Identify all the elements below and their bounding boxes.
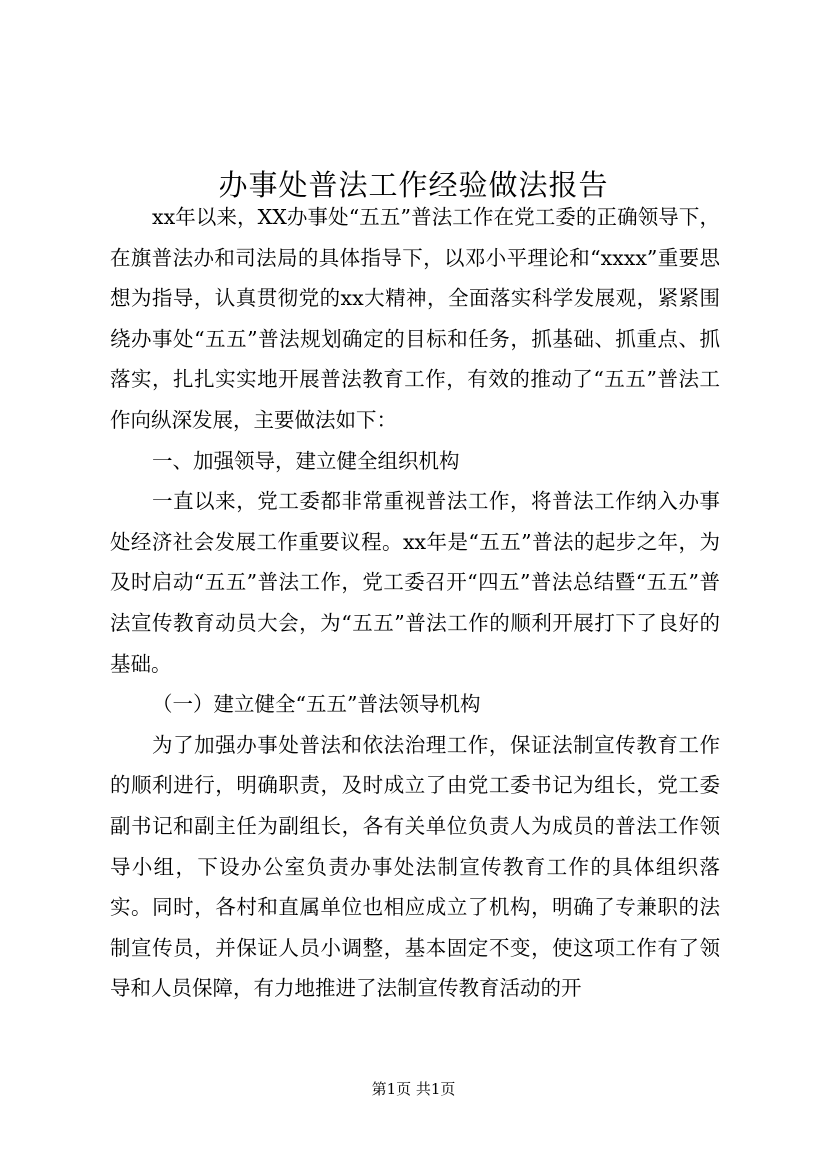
paragraph-section-1: 一直以来，党工委都非常重视普法工作，将普法工作纳入办事处经济社会发展工作重要议程。xx年是“五五”普法的起步之年，为及时启动“五五”普法工作，党工委召开“四五”普法总结暨“五五”普法宣传教育动员大会，为“五五”普法工作的顺利开展打下了良好的基础。 [110, 489, 720, 676]
paragraph-subsection-1: 为了加强办事处普法和依法治理工作，保证法制宣传教育工作的顺利进行，明确职责，及时成立了由党工委书记为组长，党工委副书记和副主任为副组长，各有关单位负责人为成员的普法工作领导小组，下设办公室负责办事处法制宣传教育工作的具体组织落实。同时，各村和直属单位也相应成立了机构，明确了专兼职的法制宣传员，并保证人员小调整，基本固定不变，使这项工作有了领导和人员保障，有力地推进了法制宣传教育活动的开 [110, 732, 720, 1001]
document-title: 办事处普法工作经验做法报告 [218, 168, 609, 203]
page-footer: 第1页 共1页 [371, 1080, 456, 1098]
section-heading-1: 一、加强领导，建立健全组织机构 [152, 448, 460, 473]
document-body [110, 197, 720, 1009]
paragraph-intro: xx年以来，XX办事处“五五”普法工作在党工委的正确领导下，在旗普法办和司法局的具体指导下，以邓小平理论和“xxxx”重要思想为指导，认真贯彻党的xx大精神，全面落实科学发展观，紧紧围绕办事处“五五”普法规划确定的目标和任务，抓基础、抓重点、抓落实，扎扎实实地开展普法教育工作，有效的推动了“五五”普法工作向纵深发展，主要做法如下： [110, 205, 720, 432]
subsection-heading-1: （一）建立健全“五五”普法领导机构 [152, 692, 481, 717]
